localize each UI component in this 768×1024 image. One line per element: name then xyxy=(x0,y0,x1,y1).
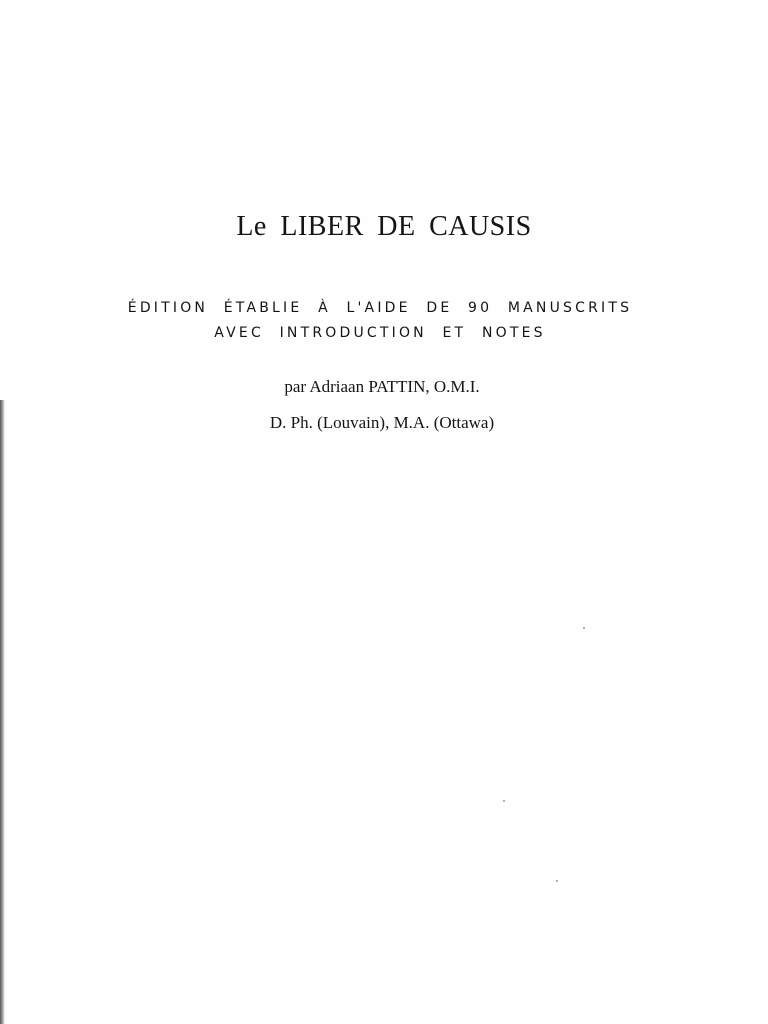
scan-edge-shadow xyxy=(0,400,5,1024)
scan-speck xyxy=(583,627,585,629)
scan-speck xyxy=(503,800,505,802)
author-line: par Adriaan PATTIN, O.M.I. xyxy=(284,377,480,396)
author-degrees-line: D. Ph. (Louvain), M.A. (Ottawa) xyxy=(269,413,495,432)
subtitle-line-2: AVEC INTRODUCTION ET NOTES xyxy=(214,325,546,341)
subtitle-line-1: ÉDITION ÉTABLIE À L'AIDE DE 90 MANUSCRITS xyxy=(127,300,633,316)
scan-speck xyxy=(556,880,558,882)
document-title: Le LIBER DE CAUSIS xyxy=(236,211,532,242)
